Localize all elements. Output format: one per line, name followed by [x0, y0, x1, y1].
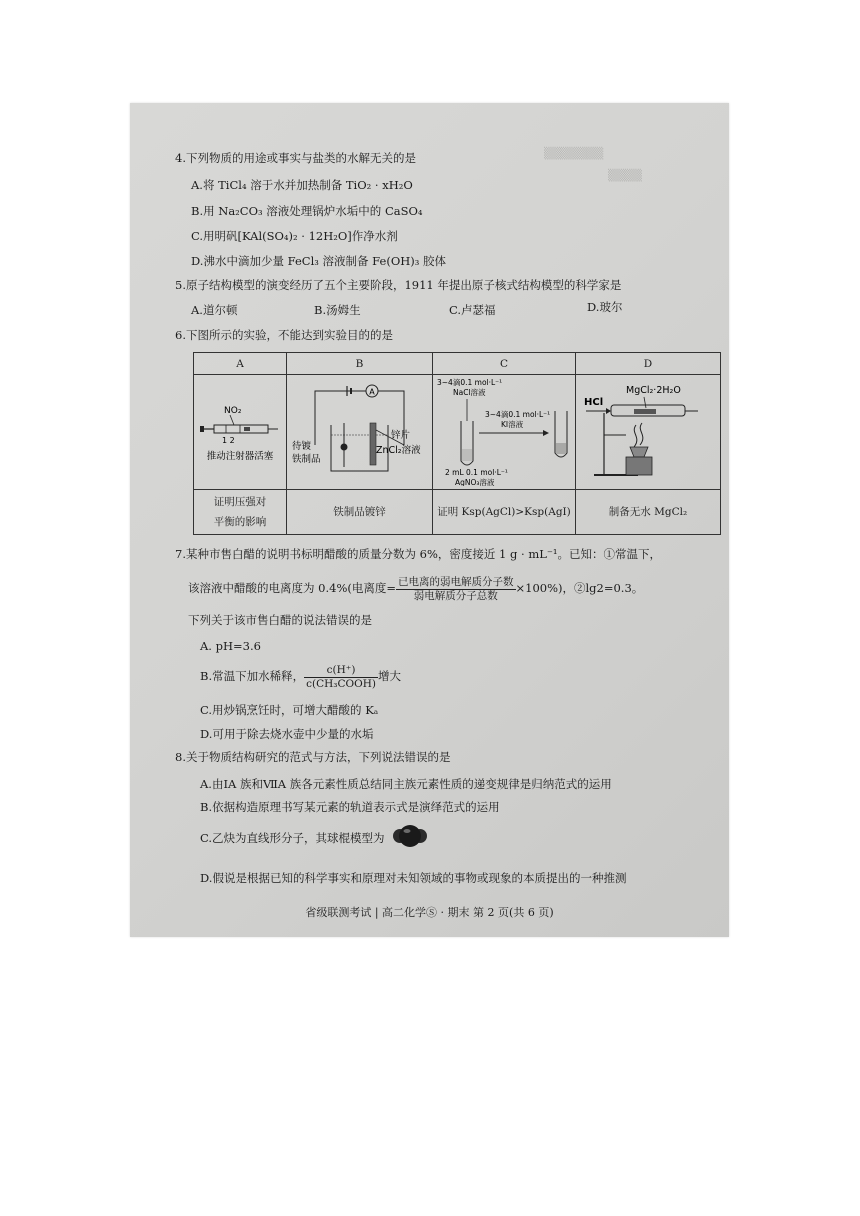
fraction-numerator: 已电离的弱电解质分子数 — [398, 575, 514, 588]
q7-option-c: C.用炒锅烹饪时，可增大醋酸的 Kₐ — [200, 703, 379, 717]
bleed-through-text: ▒▒▒▒▒▒▒ — [544, 147, 604, 160]
purpose-a-line2: 平衡的影响 — [213, 516, 267, 528]
electroplating-diagram — [287, 375, 432, 486]
exam-page — [130, 103, 729, 937]
precipitation-diagram — [433, 375, 575, 486]
q7-option-b-suffix: 增大 — [378, 669, 401, 683]
q7-option-d: D.可用于除去烧水壶中少量的水垢 — [200, 727, 374, 741]
q7-stem-line3: 下列关于该市售白醋的说法错误的是 — [188, 613, 372, 627]
fraction-denominator: 弱电解质分子总数 — [413, 589, 498, 602]
bleed-through-text: ▒▒▒▒ — [608, 169, 642, 182]
ratio-denominator: c(CH₃COOH) — [306, 677, 376, 690]
q4-option-b: B.用 Na₂CO₃ 溶液处理锅炉水垢中的 CaSO₄ — [191, 204, 423, 218]
nacl-solution-label: NaCl溶液 — [453, 388, 486, 397]
apparatus-b — [287, 375, 433, 490]
q7-option-b-text: B.常温下加水稀释， — [200, 669, 305, 683]
q7-ionization-text: 该溶液中醋酸的电离度为 0.4%(电离度= — [188, 581, 396, 595]
q7-option-b — [200, 661, 401, 691]
nacl-drops-label: 3~4滴0.1 mol·L⁻¹ — [437, 378, 503, 387]
q5-option-c: C.卢瑟福 — [449, 303, 496, 317]
q8-option-a: A.由ⅠA 族和ⅦA 族各元素性质总结同主族元素性质的递变规律是归纳范式的运用 — [200, 777, 612, 791]
scale-marks: 1 2 — [222, 436, 235, 445]
q6-stem: 6.下图所示的实验，不能达到实验目的的是 — [175, 328, 393, 342]
q5-option-d: D.玻尔 — [587, 300, 623, 314]
mgcl2-label: MgCl₂·2H₂O — [626, 385, 681, 396]
q4-stem: 4.下列物质的用途或事实与盐类的水解无关的是 — [175, 151, 416, 165]
zinc-label: 锌片 — [391, 430, 411, 441]
header-b: B — [287, 353, 433, 375]
q7-stem-line2 — [188, 573, 643, 603]
q4-option-a: A.将 TiCl₄ 溶于水并加热制备 TiO₂ · xH₂O — [191, 178, 413, 192]
q7-stem-line1: 7.某种市售白醋的说明书标明醋酸的质量分数为 6%，密度接近 1 g · mL⁻¹。已知：①常温下， — [175, 547, 662, 561]
q4-option-d: D.沸水中滴加少量 FeCl₃ 溶液制备 Fe(OH)₃ 胶体 — [191, 254, 447, 268]
ionization-fraction — [396, 576, 516, 603]
purpose-c: 证明 Ksp(AgCl)>Ksp(AgI) — [433, 490, 576, 535]
hcl-label: HCl — [584, 397, 604, 408]
apparatus-a — [194, 375, 287, 490]
syringe-diagram — [194, 375, 286, 486]
experiment-table — [193, 352, 721, 535]
q5-option-a: A.道尔顿 — [191, 303, 238, 317]
purpose-a — [194, 490, 287, 535]
purpose-d: 制备无水 MgCl₂ — [576, 490, 721, 535]
ratio-numerator: c(H⁺) — [304, 664, 378, 678]
no2-label: NO₂ — [224, 406, 242, 416]
agno3-solution-label: AgNO₃溶液 — [455, 478, 495, 486]
page-footer: 省级联测考试 | 高二化学Ⓢ · 期末 第 2 页(共 6 页) — [305, 906, 554, 919]
q8-option-d: D.假说是根据已知的科学事实和原理对未知领域的事物或现象的本质提出的一种推测 — [200, 871, 627, 885]
purpose-b: 铁制品镀锌 — [287, 490, 433, 535]
plated-item-label: 待镀 — [292, 441, 312, 452]
apparatus-c — [433, 375, 576, 490]
apparatus-d — [576, 375, 721, 490]
concentration-ratio — [304, 664, 378, 691]
heating-diagram — [576, 375, 720, 486]
ki-drops-label: 3~4滴0.1 mol·L⁻¹ — [485, 410, 551, 419]
header-c: C — [433, 353, 576, 375]
q7-option-a: A. pH=3.6 — [200, 639, 261, 653]
q7-given-text: ×100%)，②lg2=0.3。 — [515, 581, 644, 595]
zncl2-label: ZnCl₂溶液 — [376, 445, 421, 456]
syringe-caption: 推动注射器活塞 — [206, 451, 274, 462]
ammeter-label: A — [369, 387, 375, 397]
q5-option-b: B.汤姆生 — [314, 303, 361, 317]
ki-solution-label: KI溶液 — [501, 420, 524, 429]
purpose-a-line1: 证明压强对 — [213, 496, 267, 508]
header-a: A — [194, 353, 287, 375]
plated-item-label-2: 铁制品 — [292, 454, 321, 465]
q8-option-b: B.依据构造原理书写某元素的轨道表示式是演绎范式的运用 — [200, 800, 500, 814]
q4-option-c: C.用明矾[KAl(SO₄)₂ · 12H₂O]作净水剂 — [191, 229, 398, 243]
header-d: D — [576, 353, 721, 375]
q8-stem: 8.关于物质结构研究的范式与方法，下列说法错误的是 — [175, 750, 451, 764]
q5-stem: 5.原子结构模型的演变经历了五个主要阶段，1911 年提出原子核式结构模型的科学家是 — [175, 278, 622, 292]
agno3-conc-label: 2 mL 0.1 mol·L⁻¹ — [445, 468, 508, 477]
q8-option-c: C.乙炔为直线形分子，其球棍模型为 — [200, 831, 385, 845]
acetylene-ball-model — [392, 821, 428, 851]
